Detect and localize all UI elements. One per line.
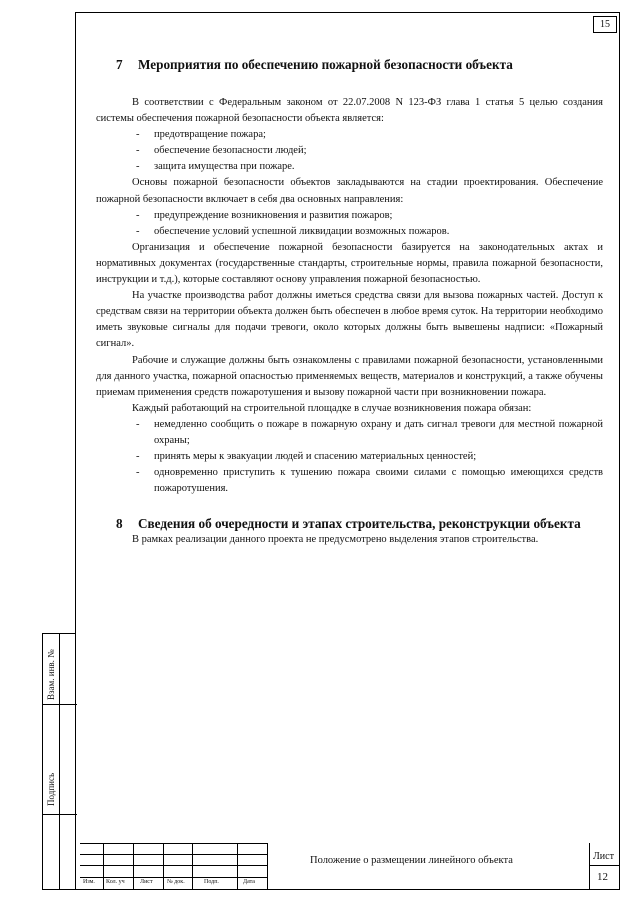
list-item: - обеспечение условий успешной ликвидации возможных пожаров.	[96, 224, 603, 240]
goals-list	[96, 127, 603, 175]
sheet-number: 12	[597, 871, 608, 883]
list-item: - немедленно сообщить о пожаре в пожарную охрану и дать сигнал тревоги для местной пожарной охраны;	[96, 417, 603, 449]
paragraph: Рабочие и служащие должны быть ознакомлены с правилами пожарной безопасности, установленными для данного участка, пожарной опасностью применяемых веществ, материалов и конструкций, а также обучены приемам применения средств пожаротушения и вызову пожарной части при возникновении пожара.	[96, 354, 603, 398]
caption-date: Дата	[243, 879, 255, 885]
page-content	[96, 48, 603, 548]
section-7-number: 7	[116, 57, 123, 72]
side-stamp-divider	[43, 704, 77, 705]
section-8-title: Сведения об очередности и этапах строительства, реконструкции объекта	[138, 516, 581, 532]
paragraph: На участке производства работ должны иметься средства связи для вызова пожарных частей. Доступ к средствам связи на территории объекта должен быть обеспечен в любое время суток. На территории необходимо иметь звуковые сигналы для подачи тревоги, около которых должны быть вывешены надписи: «Пожарный сигнал».	[96, 290, 603, 350]
list-item: - защита имущества при пожаре.	[96, 159, 603, 175]
stamp-divider	[267, 843, 268, 890]
caption-doc-no: № док.	[167, 879, 185, 885]
paragraph: Каждый работающий на строительной площадке в случае возникновения пожара обязан:	[132, 402, 532, 414]
caption-signature: Подп.	[204, 879, 219, 885]
side-label-replace-inv: Взам. инв. №	[46, 649, 56, 700]
paragraph: В рамках реализации данного проекта не предусмотрено выделения этапов строительства.	[132, 534, 539, 546]
grid-line	[80, 843, 267, 844]
side-label-signature: Подпись	[46, 772, 56, 806]
grid-line	[103, 843, 104, 890]
sheet-separator-horizontal	[589, 865, 620, 866]
caption-izm: Изм.	[83, 879, 95, 885]
side-stamp-divider	[43, 814, 77, 815]
section-7-title: Мероприятия по обеспечению пожарной безопасности объекта	[138, 57, 513, 72]
grid-line	[133, 843, 134, 890]
document-title: Положение о размещении линейного объекта	[310, 855, 513, 866]
list-item: - принять меры к эвакуации людей и спасению материальных ценностей;	[96, 449, 603, 465]
list-item: - обеспечение безопасности людей;	[96, 143, 603, 159]
grid-line	[192, 843, 193, 890]
caption-kol-uch: Кол. уч	[106, 879, 125, 885]
sheet-label: Лист	[593, 851, 614, 862]
paragraph: Организация и обеспечение пожарной безопасности базируется на законодательных актах и нормативных документах (государственные стандарты, строительные нормы, правила пожарной безопасности, инструкции и т.д.), которые составляют основу управления пожарной безопасностью.	[96, 241, 603, 286]
grid-line	[163, 843, 164, 890]
section-8-heading	[96, 515, 603, 532]
directions-list	[96, 208, 603, 240]
list-item: - предотвращение пожара;	[96, 127, 603, 143]
section-8-number: 8	[116, 516, 123, 532]
duties-list	[96, 417, 603, 497]
page-number-box: 15	[593, 16, 617, 33]
sheet-separator	[589, 843, 590, 890]
grid-line	[237, 843, 238, 890]
revision-grid	[80, 843, 267, 890]
grid-line	[80, 877, 267, 878]
list-item: - предупреждение возникновения и развития пожаров;	[96, 208, 603, 224]
title-block	[80, 843, 620, 890]
list-item: - одновременно приступить к тушению пожара своими силами с помощью имеющихся средств пожаротушения.	[96, 465, 603, 497]
grid-line	[80, 854, 267, 855]
paragraph: В соответствии с Федеральным законом от 22.07.2008 N 123-ФЗ глава 1 статья 5 целью создания системы обеспечения пожарной безопасности объекта является:	[96, 97, 603, 125]
caption-list: Лист	[140, 879, 153, 885]
paragraph: Основы пожарной безопасности объектов закладываются на стадии проектирования. Обеспечение пожарной безопасности включает в себя два основных направления:	[96, 177, 603, 205]
grid-line	[80, 865, 267, 866]
section-7-heading	[96, 56, 603, 73]
